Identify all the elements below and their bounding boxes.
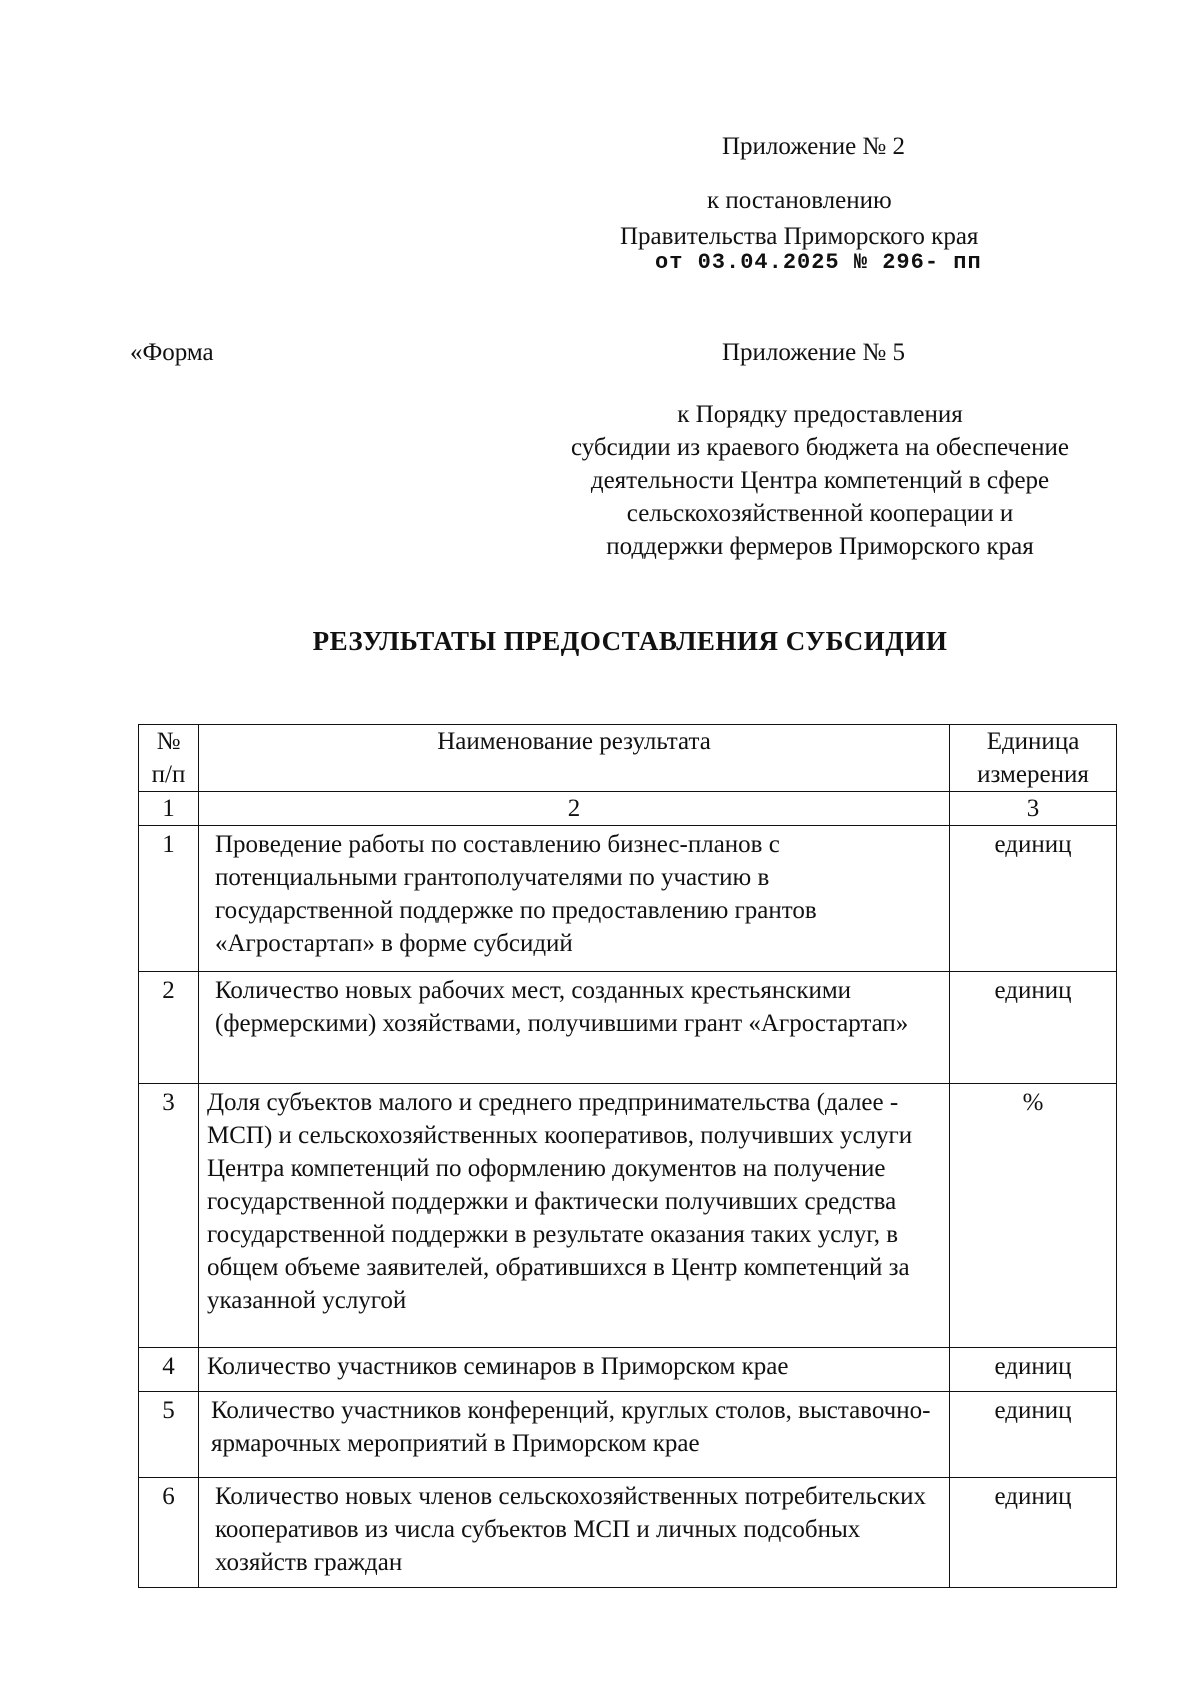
table-header-row (139, 725, 1117, 792)
result-unit: единиц (950, 1392, 1117, 1478)
row-number: 1 (139, 826, 199, 972)
table-row (139, 1084, 1117, 1348)
sub-appendix-text (520, 398, 1120, 563)
result-name: Проведение работы по составлению бизнес-планов с потенциальными грантополучателями по участию в государственной поддержке по предоставлению грантов «Агростартап» в форме субсидий (199, 826, 950, 972)
column-number: 3 (950, 792, 1117, 826)
table-row (139, 972, 1117, 1084)
row-number: 5 (139, 1392, 199, 1478)
document-title: РЕЗУЛЬТАТЫ ПРЕДОСТАВЛЕНИЯ СУБСИДИИ (312, 626, 948, 656)
results-table (138, 724, 1117, 1588)
result-name: Количество новых рабочих мест, созданных крестьянскими (фермерскими) хозяйствами, получившими грант «Агростартап» (199, 972, 950, 1084)
row-number: 2 (139, 972, 199, 1084)
result-name: Количество участников конференций, круглых столов, выставочно-ярмарочных мероприятий в Приморском крае (199, 1392, 950, 1478)
result-name: Количество участников семинаров в Приморском крае (199, 1348, 950, 1392)
row-number: 4 (139, 1348, 199, 1392)
row-number: 3 (139, 1084, 199, 1348)
sub-appendix-line: поддержки фермеров Приморского края (606, 533, 1034, 560)
result-unit: единиц (950, 1348, 1117, 1392)
sub-appendix-line: деятельности Центра компетенций в сфере (590, 467, 1050, 494)
table-row (139, 1478, 1117, 1588)
decree-date-stamp: от 03.04.2025 № 296- пп (655, 250, 982, 275)
result-unit: единиц (950, 826, 1117, 972)
header-num: № п/п (139, 725, 199, 792)
column-number: 1 (139, 792, 199, 826)
sub-appendix-line: к Порядку предоставления (677, 401, 963, 428)
result-unit: единиц (950, 1478, 1117, 1588)
row-number: 6 (139, 1478, 199, 1588)
sub-appendix-line: сельскохозяйственной кооперации и (626, 500, 1014, 527)
header-name: Наименование результата (199, 725, 950, 792)
column-number: 2 (199, 792, 950, 826)
appendix-number: Приложение № 2 (722, 133, 906, 160)
table-row (139, 826, 1117, 972)
table-row (139, 1392, 1117, 1478)
sub-appendix-title: Приложение № 5 (722, 339, 906, 366)
table-row (139, 1348, 1117, 1392)
to-decree-label: к постановлению (707, 187, 892, 214)
form-label: «Форма (130, 339, 214, 366)
government-label: Правительства Приморского края (620, 223, 979, 250)
result-name: Количество новых членов сельскохозяйственных потребительских кооперативов из числа субъектов МСП и личных подсобных хозяйств граждан (199, 1478, 950, 1588)
result-name: Доля субъектов малого и среднего предпринимательства (далее - МСП) и сельскохозяйственных кооперативов, получивших услуги Центра компетенций по оформлению документов на получение государственной поддержки и фактически получивших средства государственной поддержки в результате оказания таких услуг, в общем объеме заявителей, обратившихся в Центр компетенций за указанной услугой (199, 1084, 950, 1348)
column-number-row (139, 792, 1117, 826)
sub-appendix-line: субсидии из краевого бюджета на обеспечение (571, 434, 1069, 461)
header-unit: Единица измерения (950, 725, 1117, 792)
result-unit: единиц (950, 972, 1117, 1084)
result-unit: % (950, 1084, 1117, 1348)
